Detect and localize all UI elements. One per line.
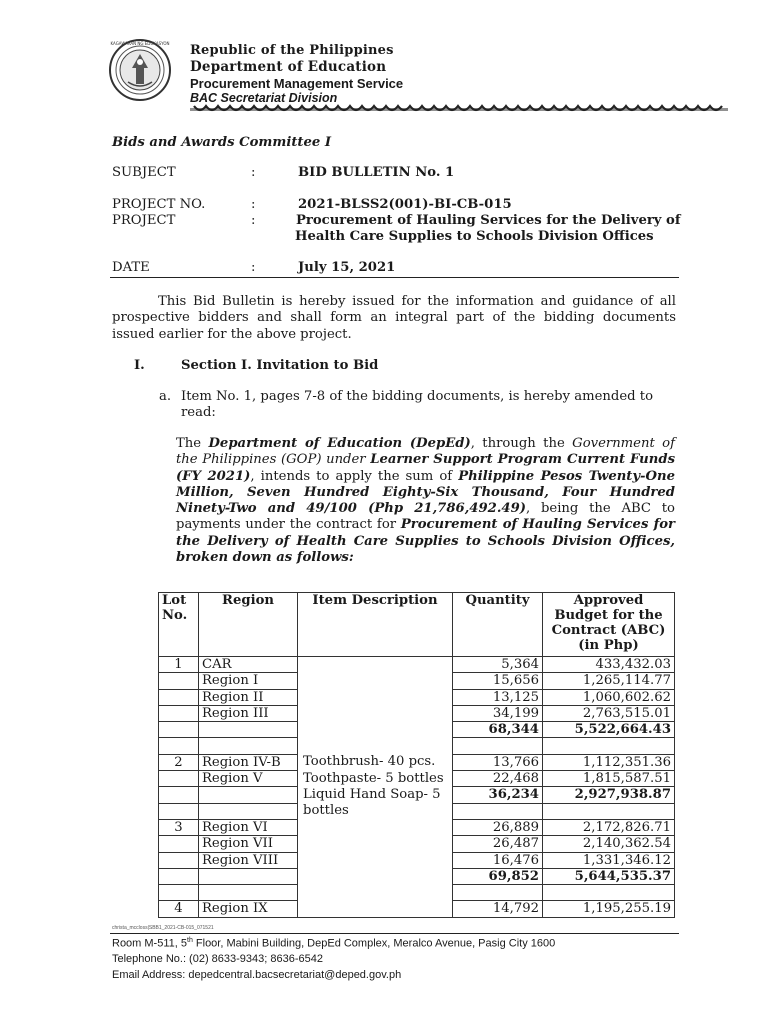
quantity-cell: 13,125	[453, 689, 543, 705]
header-quantity: Quantity	[453, 593, 543, 657]
region-cell	[199, 787, 298, 803]
quantity-cell: 15,656	[453, 673, 543, 689]
header-department: Department of Education	[190, 59, 387, 75]
project-value-line1: Procurement of Hauling Services for the Delivery of	[296, 213, 681, 228]
quantity-cell: 16,476	[453, 852, 543, 868]
amended-paragraph: The Department of Education (DepEd), through the Government of the Philippines (GOP) under Learner Support Program Current Funds (FY 2021), intends to apply the sum of Philippine Pesos Twenty-One Million, Seven Hundred Eighty-Six Thousand, Four Hundred Ninety-Two and 49/100 (Php 21,786,492.49), being the ABC to payments under the contract for Procurement of Hauling Services for the Delivery of Health Care Supplies to Schools Division Offices, broken down as follows:	[176, 436, 675, 566]
lot-cell	[159, 868, 199, 884]
date-value: July 15, 2021	[298, 260, 396, 275]
region-cell: Region VI	[199, 819, 298, 835]
abc-cell: 5,644,535.37	[543, 868, 675, 884]
quantity-cell: 14,792	[453, 901, 543, 917]
region-cell: Region VIII	[199, 852, 298, 868]
lot-cell	[159, 787, 199, 803]
quantity-cell	[453, 803, 543, 819]
lot-cell: 2	[159, 754, 199, 770]
project-no-value: 2021-BLSS2(001)-BI-CB-015	[298, 197, 512, 212]
region-cell	[199, 722, 298, 738]
region-cell: Region VII	[199, 836, 298, 852]
quantity-cell: 34,199	[453, 705, 543, 721]
quantity-cell: 26,889	[453, 819, 543, 835]
svg-text:KAGAWARAN NG EDUKASYON: KAGAWARAN NG EDUKASYON	[110, 41, 170, 46]
project-no-colon: :	[251, 197, 256, 212]
lot-cell	[159, 852, 199, 868]
item-a-text-line1: Item No. 1, pages 7-8 of the bidding documents, is hereby amended to	[181, 389, 654, 404]
abc-cell	[543, 803, 675, 819]
lot-cell	[159, 738, 199, 754]
lot-cell	[159, 803, 199, 819]
region-cell	[199, 803, 298, 819]
abc-cell: 1,060,602.62	[543, 689, 675, 705]
header-decorative-border	[190, 102, 728, 116]
project-value-line2: Health Care Supplies to Schools Division Offices	[295, 229, 654, 244]
quantity-cell: 22,468	[453, 771, 543, 787]
item-a-text-line2: read:	[181, 405, 216, 420]
abc-cell	[543, 885, 675, 901]
lot-cell	[159, 673, 199, 689]
abc-cell: 433,432.03	[543, 657, 675, 673]
subject-colon: :	[251, 165, 256, 180]
lot-cell	[159, 689, 199, 705]
region-cell: Region IX	[199, 901, 298, 917]
item-a-marker: a.	[159, 389, 172, 404]
abc-cell: 1,112,351.36	[543, 754, 675, 770]
subject-label: SUBJECT	[112, 165, 176, 180]
quantity-cell: 68,344	[453, 722, 543, 738]
subject-value: BID BULLETIN No. 1	[298, 165, 455, 180]
quantity-cell	[453, 738, 543, 754]
lot-cell	[159, 705, 199, 721]
quantity-cell	[453, 885, 543, 901]
lot-cell	[159, 722, 199, 738]
region-cell	[199, 868, 298, 884]
quantity-cell: 36,234	[453, 787, 543, 803]
lot-cell	[159, 885, 199, 901]
header-item-description: Item Description	[298, 593, 453, 657]
region-cell: Region III	[199, 705, 298, 721]
footer-email: Email Address: depedcentral.bacsecretariat@deped.gov.ph	[112, 969, 402, 981]
header-republic: Republic of the Philippines	[190, 43, 394, 58]
abc-cell: 1,195,255.19	[543, 901, 675, 917]
header-bac-division: BAC Secretariat Division	[190, 91, 338, 105]
lot-cell: 3	[159, 819, 199, 835]
abc-cell: 1,331,346.12	[543, 852, 675, 868]
intro-paragraph: This Bid Bulletin is hereby issued for the information and guidance of all prospective bidders and shall form an integral part of the bidding documents issued earlier for the above project.	[112, 294, 676, 342]
abc-cell: 5,522,664.43	[543, 722, 675, 738]
project-no-label: PROJECT NO.	[112, 197, 206, 212]
quantity-cell: 26,487	[453, 836, 543, 852]
abc-cell: 2,763,515.01	[543, 705, 675, 721]
quantity-cell: 69,852	[453, 868, 543, 884]
header-region: Region	[199, 593, 298, 657]
lot-cell: 1	[159, 657, 199, 673]
header-abc: Approved Budget for the Contract (ABC) (in Php)	[543, 593, 675, 657]
section-number: I.	[134, 358, 145, 373]
abc-cell: 1,815,587.51	[543, 771, 675, 787]
footer-address: Room M-511, 5th Floor, Mabini Building, DepEd Complex, Meralco Avenue, Pasig City 1600	[112, 937, 556, 950]
abc-cell	[543, 738, 675, 754]
meta-divider	[110, 277, 679, 278]
region-cell	[199, 885, 298, 901]
item-description-cell: Toothbrush- 40 pcs. Toothpaste- 5 bottles Liquid Hand Soap- 5 bottles	[298, 657, 453, 918]
abc-cell: 2,140,362.54	[543, 836, 675, 852]
quantity-cell: 13,766	[453, 754, 543, 770]
region-cell: Region IV-B	[199, 754, 298, 770]
table-row	[159, 657, 675, 673]
abc-cell: 1,265,114.77	[543, 673, 675, 689]
region-cell: CAR	[199, 657, 298, 673]
lot-cell	[159, 836, 199, 852]
region-cell: Region I	[199, 673, 298, 689]
region-cell: Region II	[199, 689, 298, 705]
project-colon: :	[251, 213, 256, 228]
lot-cell	[159, 771, 199, 787]
header-pms: Procurement Management Service	[190, 76, 404, 91]
footer-telephone: Telephone No.: (02) 8633-9343; 8636-6542	[112, 953, 323, 965]
lot-cell: 4	[159, 901, 199, 917]
section-title: Section I. Invitation to Bid	[181, 358, 379, 373]
deped-seal-logo	[108, 38, 172, 102]
abc-cell: 2,172,826.71	[543, 819, 675, 835]
file-reference: christa_mccloss|SBB1_2021-CB-015_071521	[112, 925, 214, 931]
abc-cell: 2,927,938.87	[543, 787, 675, 803]
footer-divider	[110, 933, 679, 934]
region-cell	[199, 738, 298, 754]
region-cell: Region V	[199, 771, 298, 787]
header-lot: Lot No.	[159, 593, 199, 657]
date-label: DATE	[112, 260, 150, 275]
abc-table	[158, 592, 675, 918]
quantity-cell: 5,364	[453, 657, 543, 673]
date-colon: :	[251, 260, 256, 275]
committee-name: Bids and Awards Committee I	[112, 135, 332, 150]
project-label: PROJECT	[112, 213, 176, 228]
